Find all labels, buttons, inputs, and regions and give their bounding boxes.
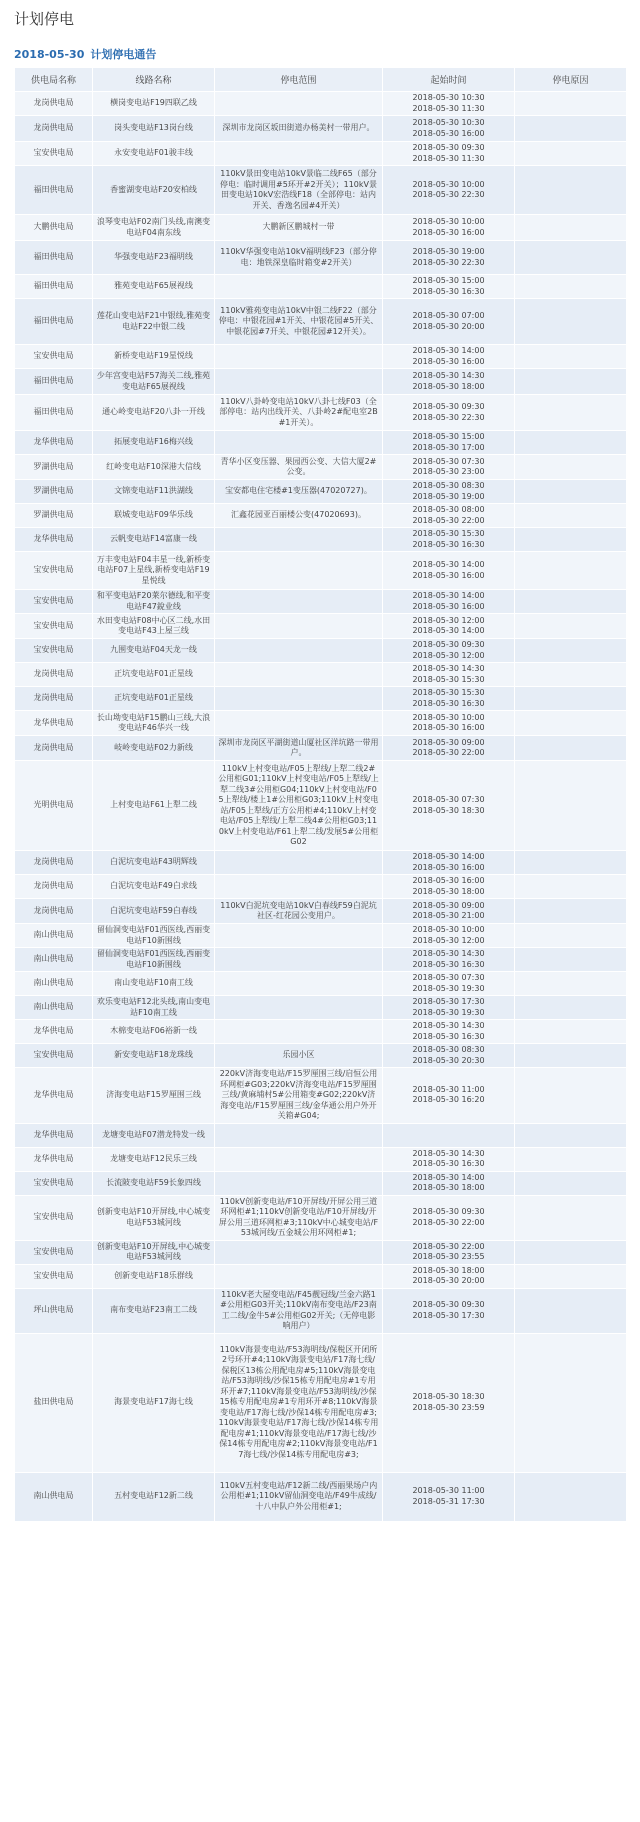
cell-range: 110kV上村变电站/F05上犁线/上犁二线2#公用柜G01;110kV上村变电站/F05上犁线/上犁二线3#公用柜G04;110kV上村变电站/F05上犁线/楼上1#公用柜G03;110kV上村变电站/F05上犁线/正方公用柜#4;110kV上村变电站/F05上犁线/上犁二线4#公用柜G03;110kV上村变电站/F61上犁二线/发展5#公用柜G02 bbox=[215, 761, 383, 851]
cell-bureau: 龙华供电局 bbox=[15, 711, 93, 736]
cell-reason bbox=[515, 166, 627, 215]
cell-times: 2018-05-30 18:00 2018-05-30 20:00 bbox=[383, 1264, 515, 1288]
cell-times: 2018-05-30 09:30 2018-05-30 11:30 bbox=[383, 142, 515, 166]
cell-line: 创新变电站F18乐群线 bbox=[93, 1264, 215, 1288]
cell-range bbox=[215, 972, 383, 996]
cell-bureau: 宝安供电局 bbox=[15, 1240, 93, 1264]
cell-range: 220kV济海变电站/F15罗厘围三线/启恒公用环网柜#G03;220kV济海变电站/F15罗厘围三线/黄麻埔村5#公用箱变#G02;220kV济海变电站/F15罗厘围三线/金华通公用户外开关箱#G04; bbox=[215, 1068, 383, 1124]
cell-line: 横岗变电站F19四联乙线 bbox=[93, 92, 215, 116]
table-row bbox=[15, 614, 627, 639]
cell-times: 2018-05-30 09:00 2018-05-30 22:00 bbox=[383, 736, 515, 761]
cell-range: 110kV白泥坑变电站10kV白春线F59白泥坑社区-红花园公变用户。 bbox=[215, 899, 383, 924]
cell-reason bbox=[515, 504, 627, 528]
cell-times: 2018-05-30 15:00 2018-05-30 16:30 bbox=[383, 275, 515, 299]
cell-line: 正坑变电站F01正星线 bbox=[93, 663, 215, 687]
cell-reason bbox=[515, 614, 627, 639]
cell-line: 龙塘变电站F12民乐三线 bbox=[93, 1147, 215, 1171]
cell-times: 2018-05-30 17:30 2018-05-30 19:30 bbox=[383, 996, 515, 1020]
table-row bbox=[15, 1288, 627, 1333]
section-title: 计划停电通告 bbox=[90, 48, 157, 61]
cell-times: 2018-05-30 12:00 2018-05-30 14:00 bbox=[383, 614, 515, 639]
cell-times: 2018-05-30 19:00 2018-05-30 22:30 bbox=[383, 241, 515, 275]
table-row bbox=[15, 1333, 627, 1472]
cell-bureau: 龙华供电局 bbox=[15, 1020, 93, 1044]
cell-reason bbox=[515, 711, 627, 736]
table-row bbox=[15, 639, 627, 663]
cell-range bbox=[215, 431, 383, 455]
cell-bureau: 龙华供电局 bbox=[15, 528, 93, 552]
cell-bureau: 光明供电局 bbox=[15, 761, 93, 851]
cell-range: 乐园小区 bbox=[215, 1044, 383, 1068]
cell-reason bbox=[515, 1044, 627, 1068]
cell-reason bbox=[515, 142, 627, 166]
cell-reason bbox=[515, 996, 627, 1020]
cell-reason bbox=[515, 924, 627, 948]
cell-range: 深圳市龙岗区平湖街道山厦社区洋坑路一带用户。 bbox=[215, 736, 383, 761]
cell-line: 新桥变电站F19星悦线 bbox=[93, 345, 215, 369]
cell-range: 110kV景田变电站10kV景临二线F65（部分停电：临时调用#5环开#2开关）；110kV景田变电站10kV宏浩线F18（全部停电：站内开关、香逸名园#4开关） bbox=[215, 166, 383, 215]
cell-reason bbox=[515, 116, 627, 142]
cell-bureau: 龙岗供电局 bbox=[15, 851, 93, 875]
table-row bbox=[15, 736, 627, 761]
cell-bureau: 福田供电局 bbox=[15, 299, 93, 345]
cell-times: 2018-05-30 10:00 2018-05-30 22:30 bbox=[383, 166, 515, 215]
cell-times: 2018-05-30 11:00 2018-05-30 16:20 bbox=[383, 1068, 515, 1124]
cell-line: 创新变电站F10开屏线,中心城变电站F53城河线 bbox=[93, 1195, 215, 1240]
cell-bureau: 福田供电局 bbox=[15, 395, 93, 431]
cell-bureau: 罗湖供电局 bbox=[15, 455, 93, 480]
cell-range: 青华小区变压器、果园西公变、大信大厦2#公变。 bbox=[215, 455, 383, 480]
cell-reason bbox=[515, 851, 627, 875]
cell-range bbox=[215, 275, 383, 299]
cell-bureau: 龙岗供电局 bbox=[15, 92, 93, 116]
cell-reason bbox=[515, 1333, 627, 1472]
table-body bbox=[15, 92, 627, 1522]
cell-times: 2018-05-30 10:30 2018-05-30 11:30 bbox=[383, 92, 515, 116]
cell-line: 水田变电站F08中心区二线,水田变电站F43上屋三线 bbox=[93, 614, 215, 639]
cell-range bbox=[215, 711, 383, 736]
header-line: 线路名称 bbox=[93, 68, 215, 92]
cell-bureau: 南山供电局 bbox=[15, 1472, 93, 1521]
cell-times: 2018-05-30 14:00 2018-05-30 18:00 bbox=[383, 1171, 515, 1195]
table-row bbox=[15, 395, 627, 431]
table-row bbox=[15, 552, 627, 590]
cell-line: 五村变电站F12新二线 bbox=[93, 1472, 215, 1521]
table-row bbox=[15, 1171, 627, 1195]
cell-range bbox=[215, 1264, 383, 1288]
table-row bbox=[15, 761, 627, 851]
cell-bureau: 宝安供电局 bbox=[15, 552, 93, 590]
cell-reason bbox=[515, 552, 627, 590]
cell-times: 2018-05-30 10:00 2018-05-30 16:00 bbox=[383, 215, 515, 241]
cell-times: 2018-05-30 07:30 2018-05-30 23:00 bbox=[383, 455, 515, 480]
cell-times: 2018-05-30 22:00 2018-05-30 23:55 bbox=[383, 1240, 515, 1264]
cell-line: 长流陂变电站F59长象四线 bbox=[93, 1171, 215, 1195]
cell-line: 上村变电站F61上犁二线 bbox=[93, 761, 215, 851]
cell-range bbox=[215, 528, 383, 552]
cell-reason bbox=[515, 639, 627, 663]
cell-bureau: 坪山供电局 bbox=[15, 1288, 93, 1333]
table-row bbox=[15, 431, 627, 455]
cell-line: 新安变电站F18龙珠线 bbox=[93, 1044, 215, 1068]
cell-bureau: 福田供电局 bbox=[15, 166, 93, 215]
cell-line: 岗头变电站F13岗台线 bbox=[93, 116, 215, 142]
cell-line: 岐岭变电站F02力新线 bbox=[93, 736, 215, 761]
table-row bbox=[15, 924, 627, 948]
table-row bbox=[15, 504, 627, 528]
cell-line: 南山变电站F10南工线 bbox=[93, 972, 215, 996]
table-row bbox=[15, 142, 627, 166]
cell-reason bbox=[515, 687, 627, 711]
cell-bureau: 龙岗供电局 bbox=[15, 116, 93, 142]
cell-line: 浪琴变电站F02南门头线,南澳变电站F04南东线 bbox=[93, 215, 215, 241]
cell-bureau: 宝安供电局 bbox=[15, 1195, 93, 1240]
table-row bbox=[15, 711, 627, 736]
table-row bbox=[15, 1123, 627, 1147]
cell-reason bbox=[515, 92, 627, 116]
table-row bbox=[15, 1044, 627, 1068]
cell-line: 云帆变电站F14富康一线 bbox=[93, 528, 215, 552]
cell-line: 白泥坑变电站F59白春线 bbox=[93, 899, 215, 924]
cell-times: 2018-05-30 15:30 2018-05-30 16:30 bbox=[383, 687, 515, 711]
cell-times: 2018-05-30 16:00 2018-05-30 18:00 bbox=[383, 875, 515, 899]
cell-bureau: 罗湖供电局 bbox=[15, 504, 93, 528]
cell-range bbox=[215, 552, 383, 590]
cell-times: 2018-05-30 14:30 2018-05-30 16:30 bbox=[383, 1147, 515, 1171]
cell-line: 木棉变电站F06裕新一线 bbox=[93, 1020, 215, 1044]
cell-range: 110kV老大屋变电站/F45靓冠线/兰金六路1#公用柜G03开关;110kV南布变电站/F23南工二线/金牛5#公用柜G02开关;（无停电影响用户） bbox=[215, 1288, 383, 1333]
cell-line: 长山坳变电站F15鹏山三线,大浪变电站F46华兴一线 bbox=[93, 711, 215, 736]
cell-times: 2018-05-30 10:00 2018-05-30 16:00 bbox=[383, 711, 515, 736]
table-row bbox=[15, 369, 627, 395]
cell-bureau: 罗湖供电局 bbox=[15, 480, 93, 504]
cell-range bbox=[215, 1020, 383, 1044]
cell-reason bbox=[515, 345, 627, 369]
cell-range: 汇鑫花园亚百丽楼公变(47020693)。 bbox=[215, 504, 383, 528]
cell-times: 2018-05-30 14:30 2018-05-30 16:30 bbox=[383, 948, 515, 972]
cell-range bbox=[215, 1147, 383, 1171]
cell-times: 2018-05-30 08:00 2018-05-30 22:00 bbox=[383, 504, 515, 528]
cell-range bbox=[215, 142, 383, 166]
table-row bbox=[15, 345, 627, 369]
cell-times: 2018-05-30 14:00 2018-05-30 16:00 bbox=[383, 345, 515, 369]
cell-range bbox=[215, 1171, 383, 1195]
cell-times: 2018-05-30 07:30 2018-05-30 18:30 bbox=[383, 761, 515, 851]
cell-line: 联城变电站F09华乐线 bbox=[93, 504, 215, 528]
cell-range: 宝安都电住宅楼#1变压器(47020727)。 bbox=[215, 480, 383, 504]
table-row bbox=[15, 996, 627, 1020]
cell-reason bbox=[515, 431, 627, 455]
cell-bureau: 龙华供电局 bbox=[15, 431, 93, 455]
cell-range bbox=[215, 875, 383, 899]
cell-bureau: 龙华供电局 bbox=[15, 1123, 93, 1147]
cell-times: 2018-05-30 10:00 2018-05-30 12:00 bbox=[383, 924, 515, 948]
cell-times: 2018-05-30 14:30 2018-05-30 16:30 bbox=[383, 1020, 515, 1044]
table-row bbox=[15, 116, 627, 142]
table-row bbox=[15, 92, 627, 116]
cell-bureau: 福田供电局 bbox=[15, 275, 93, 299]
cell-bureau: 南山供电局 bbox=[15, 924, 93, 948]
table-row bbox=[15, 851, 627, 875]
cell-times: 2018-05-30 15:30 2018-05-30 16:30 bbox=[383, 528, 515, 552]
cell-line: 拓展变电站F16梅兴线 bbox=[93, 431, 215, 455]
cell-range bbox=[215, 948, 383, 972]
cell-reason bbox=[515, 1472, 627, 1521]
table-row bbox=[15, 275, 627, 299]
table-row bbox=[15, 1472, 627, 1521]
cell-reason bbox=[515, 215, 627, 241]
cell-bureau: 龙华供电局 bbox=[15, 1147, 93, 1171]
cell-range: 110kV创新变电站/F10开屏线/开屏公用三道环网柜#1;110kV创新变电站/F10开屏线/开屏公用三道环网柜#3;110kV中心城变电站/F53城河线/五金城公用环网柜#1; bbox=[215, 1195, 383, 1240]
cell-times: 2018-05-30 09:30 2018-05-30 17:30 bbox=[383, 1288, 515, 1333]
section-heading bbox=[14, 47, 626, 63]
cell-line: 永安变电站F01骏丰线 bbox=[93, 142, 215, 166]
cell-bureau: 南山供电局 bbox=[15, 996, 93, 1020]
cell-reason bbox=[515, 761, 627, 851]
page-title: 计划停电 bbox=[14, 10, 75, 28]
cell-bureau: 福田供电局 bbox=[15, 241, 93, 275]
table-row bbox=[15, 899, 627, 924]
cell-reason bbox=[515, 1147, 627, 1171]
cell-range bbox=[215, 1240, 383, 1264]
cell-reason bbox=[515, 1288, 627, 1333]
cell-times: 2018-05-30 14:00 2018-05-30 16:00 bbox=[383, 590, 515, 614]
cell-bureau: 龙岗供电局 bbox=[15, 875, 93, 899]
cell-line: 华强变电站F23福明线 bbox=[93, 241, 215, 275]
cell-reason bbox=[515, 972, 627, 996]
cell-range: 深圳市龙岗区坂田街道办杨美村一带用户。 bbox=[215, 116, 383, 142]
cell-line: 莲花山变电站F21中银线,雅苑变电站F22中银二线 bbox=[93, 299, 215, 345]
cell-reason bbox=[515, 948, 627, 972]
cell-times: 2018-05-30 08:30 2018-05-30 19:00 bbox=[383, 480, 515, 504]
cell-bureau: 大鹏供电局 bbox=[15, 215, 93, 241]
cell-reason bbox=[515, 1020, 627, 1044]
cell-times: 2018-05-30 10:30 2018-05-30 16:00 bbox=[383, 116, 515, 142]
cell-bureau: 龙岗供电局 bbox=[15, 899, 93, 924]
cell-range: 110kV华强变电站10kV福明线F23（部分停电：地铁深皇临时箱变#2开关） bbox=[215, 241, 383, 275]
table-row bbox=[15, 1020, 627, 1044]
cell-range: 110kV海景变电站/F53海明线/保税区开闭所2号环开#4;110kV海景变电站/F17海七线/保税区13栋公用配电房#5;110kV海景变电站/F53海明线/沙保15栋专用配电房#1专用环开#7;110kV海景变电站/F53海明线/沙保15栋专用配电房#1专用环开#8;110kV海景变电站/F17海七线/沙保14栋专用配电房#3;110kV海景变电站/F17海七线/沙保14栋专用配电房#1;110kV海景变电站/F17海七线/沙保14栋专用配电房#2;110kV海景变电站/F17海七线/沙保14栋专用配电房#3; bbox=[215, 1333, 383, 1472]
cell-bureau: 南山供电局 bbox=[15, 948, 93, 972]
cell-bureau: 宝安供电局 bbox=[15, 1264, 93, 1288]
cell-reason bbox=[515, 395, 627, 431]
table-row bbox=[15, 687, 627, 711]
cell-times: 2018-05-30 14:00 2018-05-30 16:00 bbox=[383, 851, 515, 875]
cell-line: 白泥坑变电站F49白求线 bbox=[93, 875, 215, 899]
cell-range: 110kV五村变电站/F12新二线/西丽果场户内公用柜#1;110kV留仙洞变电站/F49牛成线/十八中队户外公用柜#1; bbox=[215, 1472, 383, 1521]
cell-reason bbox=[515, 875, 627, 899]
cell-times bbox=[383, 1123, 515, 1147]
cell-range bbox=[215, 639, 383, 663]
table-row bbox=[15, 972, 627, 996]
cell-line: 龙塘变电站F07潜龙特发一线 bbox=[93, 1123, 215, 1147]
cell-range bbox=[215, 1123, 383, 1147]
cell-line: 万丰变电站F04丰星一线,新桥变电站F07上星线,新桥变电站F19星悦线 bbox=[93, 552, 215, 590]
cell-reason bbox=[515, 528, 627, 552]
cell-bureau: 龙岗供电局 bbox=[15, 663, 93, 687]
cell-reason bbox=[515, 1264, 627, 1288]
cell-line: 和平变电站F20莱尔德线,和平变电站F47銳业线 bbox=[93, 590, 215, 614]
table-row bbox=[15, 480, 627, 504]
cell-line: 红岭变电站F10深港大信线 bbox=[93, 455, 215, 480]
cell-line: 济海变电站F15罗厘围三线 bbox=[93, 1068, 215, 1124]
cell-bureau: 宝安供电局 bbox=[15, 345, 93, 369]
cell-bureau: 宝安供电局 bbox=[15, 639, 93, 663]
cell-times: 2018-05-30 15:00 2018-05-30 17:00 bbox=[383, 431, 515, 455]
cell-reason bbox=[515, 369, 627, 395]
cell-times: 2018-05-30 09:30 2018-05-30 22:00 bbox=[383, 1195, 515, 1240]
table-row bbox=[15, 241, 627, 275]
cell-line: 少年宫变电站F57海关二线,雅苑变电站F65展视线 bbox=[93, 369, 215, 395]
header-reason: 停电原因 bbox=[515, 68, 627, 92]
notice-section bbox=[14, 47, 626, 1522]
cell-reason bbox=[515, 1171, 627, 1195]
table-row bbox=[15, 663, 627, 687]
cell-reason bbox=[515, 1195, 627, 1240]
table-row bbox=[15, 455, 627, 480]
cell-range bbox=[215, 924, 383, 948]
cell-line: 正坑变电站F01正星线 bbox=[93, 687, 215, 711]
cell-reason bbox=[515, 480, 627, 504]
table-row bbox=[15, 1147, 627, 1171]
table-row bbox=[15, 1264, 627, 1288]
cell-line: 通心岭变电站F20八卦一开线 bbox=[93, 395, 215, 431]
cell-range bbox=[215, 996, 383, 1020]
cell-range bbox=[215, 369, 383, 395]
cell-bureau: 宝安供电局 bbox=[15, 1171, 93, 1195]
cell-reason bbox=[515, 663, 627, 687]
cell-range bbox=[215, 92, 383, 116]
cell-bureau: 宝安供电局 bbox=[15, 590, 93, 614]
cell-reason bbox=[515, 736, 627, 761]
cell-line: 欢乐变电站F12北头线,南山变电站F10南工线 bbox=[93, 996, 215, 1020]
header-range: 停电范围 bbox=[215, 68, 383, 92]
cell-times: 2018-05-30 18:30 2018-05-30 23:59 bbox=[383, 1333, 515, 1472]
cell-line: 创新变电站F10开屏线,中心城变电站F53城河线 bbox=[93, 1240, 215, 1264]
cell-line: 香蜜湖变电站F20安柏线 bbox=[93, 166, 215, 215]
cell-range bbox=[215, 614, 383, 639]
header-time: 起始时间 bbox=[383, 68, 515, 92]
cell-range: 大鹏新区鹏城村一带 bbox=[215, 215, 383, 241]
cell-line: 九围变电站F04天龙一线 bbox=[93, 639, 215, 663]
cell-times: 2018-05-30 09:00 2018-05-30 21:00 bbox=[383, 899, 515, 924]
cell-bureau: 龙华供电局 bbox=[15, 1068, 93, 1124]
cell-reason bbox=[515, 1240, 627, 1264]
table-row bbox=[15, 1068, 627, 1124]
cell-bureau: 宝安供电局 bbox=[15, 142, 93, 166]
table-row bbox=[15, 1240, 627, 1264]
cell-reason bbox=[515, 241, 627, 275]
table-row bbox=[15, 299, 627, 345]
table-row bbox=[15, 528, 627, 552]
table-row bbox=[15, 948, 627, 972]
cell-reason bbox=[515, 899, 627, 924]
outage-table bbox=[14, 67, 627, 1522]
cell-times: 2018-05-30 14:30 2018-05-30 18:00 bbox=[383, 369, 515, 395]
cell-bureau: 福田供电局 bbox=[15, 369, 93, 395]
cell-range bbox=[215, 851, 383, 875]
cell-reason bbox=[515, 1123, 627, 1147]
cell-bureau: 宝安供电局 bbox=[15, 614, 93, 639]
cell-reason bbox=[515, 275, 627, 299]
cell-range: 110kV八卦岭变电站10kV八卦七线F03（全部停电：站内出线开关、八卦岭2#配电室2B #1开关）。 bbox=[215, 395, 383, 431]
table-row bbox=[15, 166, 627, 215]
cell-reason bbox=[515, 299, 627, 345]
cell-line: 白泥坑变电站F43明辉线 bbox=[93, 851, 215, 875]
cell-reason bbox=[515, 1068, 627, 1124]
cell-range bbox=[215, 687, 383, 711]
cell-reason bbox=[515, 590, 627, 614]
cell-bureau: 龙岗供电局 bbox=[15, 687, 93, 711]
table-header-row bbox=[15, 68, 627, 92]
cell-line: 海景变电站F17海七线 bbox=[93, 1333, 215, 1472]
section-date: 2018-05-30 bbox=[14, 48, 85, 61]
cell-times: 2018-05-30 09:30 2018-05-30 12:00 bbox=[383, 639, 515, 663]
table-row bbox=[15, 590, 627, 614]
cell-times: 2018-05-30 14:30 2018-05-30 15:30 bbox=[383, 663, 515, 687]
cell-line: 南布变电站F23南工二线 bbox=[93, 1288, 215, 1333]
cell-bureau: 龙岗供电局 bbox=[15, 736, 93, 761]
header-bureau: 供电局名称 bbox=[15, 68, 93, 92]
table-row bbox=[15, 1195, 627, 1240]
cell-times: 2018-05-30 08:30 2018-05-30 20:30 bbox=[383, 1044, 515, 1068]
cell-times: 2018-05-30 07:30 2018-05-30 19:30 bbox=[383, 972, 515, 996]
cell-times: 2018-05-30 09:30 2018-05-30 22:30 bbox=[383, 395, 515, 431]
cell-line: 雅苑变电站F65展视线 bbox=[93, 275, 215, 299]
cell-bureau: 盐田供电局 bbox=[15, 1333, 93, 1472]
cell-times: 2018-05-30 07:00 2018-05-30 20:00 bbox=[383, 299, 515, 345]
cell-bureau: 南山供电局 bbox=[15, 972, 93, 996]
cell-line: 留仙洞变电站F01西医线,西丽变电站F10新围线 bbox=[93, 948, 215, 972]
cell-bureau: 宝安供电局 bbox=[15, 1044, 93, 1068]
table-row bbox=[15, 215, 627, 241]
cell-range: 110kV雅苑变电站10kV中银二线F22（部分停电：中银花园#1开关、中银花园#5开关、中银花园#7开关、中银花园#12开关）。 bbox=[215, 299, 383, 345]
cell-range bbox=[215, 345, 383, 369]
table-row bbox=[15, 875, 627, 899]
cell-times: 2018-05-30 14:00 2018-05-30 16:00 bbox=[383, 552, 515, 590]
cell-reason bbox=[515, 455, 627, 480]
cell-line: 留仙洞变电站F01西医线,西丽变电站F10新围线 bbox=[93, 924, 215, 948]
cell-times: 2018-05-30 11:00 2018-05-31 17:30 bbox=[383, 1472, 515, 1521]
cell-range bbox=[215, 590, 383, 614]
cell-line: 文锦变电站F11洪湖线 bbox=[93, 480, 215, 504]
cell-range bbox=[215, 663, 383, 687]
